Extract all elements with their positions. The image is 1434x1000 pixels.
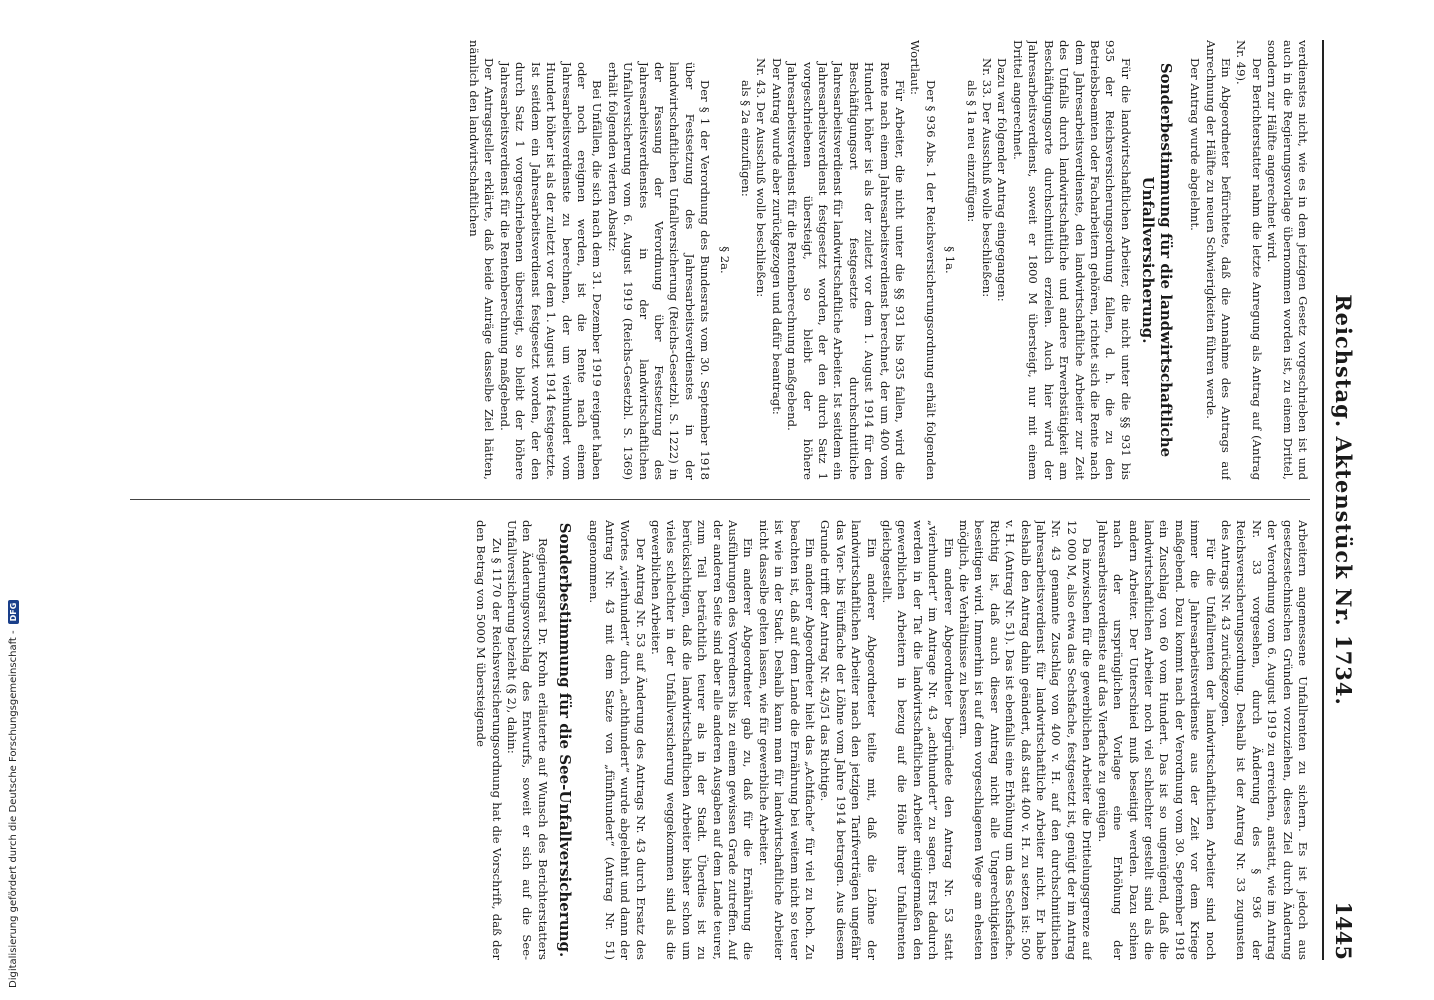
paragraph: Der Antragsteller erklärte, daß beide Anträge dasselbe Ziel hätten, nämlich den landwirtschaftlichen bbox=[467, 40, 497, 480]
credit-text: Digitalisierung gefördert durch die Deutsche Forschungsgemeinschaft - bbox=[8, 630, 19, 988]
paragraph: Nr. 33. Der Ausschuß wolle beschließen: bbox=[980, 58, 995, 298]
paragraph: Der Antrag wurde abgelehnt. bbox=[1188, 58, 1203, 231]
paragraph: verdienstes nicht, wie es in dem jetzigen Gesetz vorgeschrieben ist und auch in die Regierungsvorlage übernommen worden ist, zu einem Drittel, sondern zur Hälfte angerechnet wird. bbox=[1265, 40, 1310, 480]
paragraph: als § 2a einzufügen: bbox=[739, 80, 753, 197]
paragraph: Für die landwirtschaftlichen Arbeiter, die nicht unter die §§ 931 bis 935 der Reichsversicherungsordnung fallen, d. h. die zu den Betriebsbeamten oder Facharbeitern gehören, richtet sich die Rente nach dem Jahresarbeitsverdienste, den landwirtschaftliche Arbeiter zur Zeit des Unfalls durch landwirtschaftliche und andere Erwerbstätigkeit am Beschäftigungsorte durchschnittlich erzielen. Auch hier wird der Jahresarbeitsverdienst, soweit er 1800 M übersteigt, nur mit einem Drittel angerechnet. bbox=[1010, 40, 1133, 480]
paragraph: Zu § 1170 der Reichsversicherungsordnung hat die Vorschrift, daß der den Betrag von 5000 M übersteigende bbox=[474, 520, 504, 960]
paragraph: als § 1a neu einzufügen: bbox=[964, 80, 979, 223]
paragraph: Der Berichterstatter nahm die letzte Anregung als Antrag auf (Antrag Nr. 49). bbox=[1234, 40, 1264, 480]
paragraph: Der § 1 der Verordnung des Bundesrats vom 30. September 1918 über Festsetzung des Jahresarbeitsverdienstes in der landwirtschaftlichen Unfallversicherung (Reichs-Gesetzbl. S. 1222) in der Fassung der Verordnung über Festsetzung des Jahresarbeitsverdienstes in der landwirtschaftlichen Unfallversicherung vom 6. August 1919 (Reichs-Gesetzbl. S. 1369) erhält folgenden vierten Absatz: bbox=[605, 62, 713, 480]
digitization-credit bbox=[8, 0, 19, 988]
column-divider bbox=[130, 499, 1310, 500]
paragraph: Dazu war folgender Antrag eingegangen: bbox=[995, 58, 1010, 302]
running-title: Reichstag. Aktenstück Nr. 1734. bbox=[1331, 294, 1356, 706]
paragraph: Nr. 43. Der Ausschuß wolle beschließen: bbox=[754, 58, 769, 298]
paragraph: Da inzwischen für die gewerblichen Arbeiter die Drittelungsgrenze auf 12 000 M, also etwa das Sechsfache, festgesetzt ist, genügt der im Antrag Nr. 43 genannte Zuschlag von 400 v. H. auf den durchschnittlichen Jahresarbeitsverdienst für landwirtschaftliche Arbeiter nicht. Er habe deshalb den Antrag dahin geändert, daß statt 400 v. H. zu setzen ist: 500 v. H. (Antrag Nr. 51). Das ist ebenfalls eine Erhöhung um das Sechsfache. Richtig ist, daß auch dieser Antrag nicht alle Ungerechtigkeiten beseitigen wird. Immerhin ist auf dem vorgeschlagenen Wege am ehesten möglich, die Verhältnisse zu bessern. bbox=[957, 520, 1095, 960]
page-number: 1445 bbox=[1331, 901, 1356, 960]
paragraph: Der Antrag Nr. 53 auf Änderung des Antrags Nr. 43 durch Ersatz des Wortes „vierhundert“ durch „achthundert“ wurde abgelehnt und dann der Antrag Nr. 43 mit dem Satze von „fünfhundert“ (Antrag Nr. 51) angenommen. bbox=[587, 520, 648, 960]
paragraph: Ein anderer Abgeordneter gab zu, daß für die Ernährung die Ausführungen des Vorredners bis zu einem gewissen Grade zutreffen. Auf der anderen Seite sind aber alle anderen Ausgaben auf dem Lande teurer, zum Teil beträchtlich teurer als in der Stadt. Überdies ist zu berücksichtigen, daß die landwirtschaftlichen Arbeiter bisher schon um vieles schlechter in der Unfallversicherung weggekommen sind als die gewerblichen Arbeiter. bbox=[648, 520, 756, 960]
document-page bbox=[100, 40, 1360, 960]
paragraph: Arbeitern angemessene Unfallrenten zu sichern. Es ist jedoch aus gesetzestechnischen Gründen vorzuziehen, dieses Ziel durch Änderung der Verordnung vom 6. August 1919 zu erreichen, anstatt, wie im Antrag Nr. 33 vorgesehen, durch Änderung des § 936 der Reichsversicherungsordnung. Deshalb ist der Antrag Nr. 33 zugunsten des Antrags Nr. 43 zurückgezogen. bbox=[1218, 520, 1310, 960]
paragraph: Regierungsrat Dr. Krohn erläuterte auf Wunsch des Berichterstatters den Änderungsvorschlag des Entwurfs, soweit er sich auf die See-Unfallversicherung bezieht (§ 2), dahin: bbox=[505, 520, 550, 960]
dfg-logo-icon: DFG bbox=[8, 600, 19, 625]
paragraph: Ein anderer Abgeordneter begründete den Antrag Nr. 53 statt „vierhundert“ im Antrage Nr. 43 „achthundert“ zu sagen. Erst dadurch werden in der Tat die landwirtschaftlichen Arbeiter einigermaßen den gewerblichen Arbeitern in bezug auf die Höhe ihrer Unfallrenten gleichgestellt. bbox=[880, 520, 956, 960]
page-header bbox=[1322, 40, 1360, 960]
section-heading: Sonderbestimmung für die landwirtschaftliche Unfallversicherung. bbox=[1138, 62, 1175, 458]
paragraph: Ein anderer Abgeordneter teilte mit, daß die Löhne der landwirtschaftlichen Arbeiter nach den jetzigen Tarifverträgen ungefähr das Vier- bis Fünffache der Löhne vom Jahre 1914 betragen. Aus diesem Grunde trifft der Antrag Nr. 43/51 das Richtige. bbox=[818, 520, 879, 960]
paragraph: Der § 936 Abs. 1 der Reichsversicherungsordnung erhält folgenden Wortlaut: bbox=[908, 40, 938, 480]
section-number: § 2a. bbox=[717, 246, 732, 274]
paragraph: Für Arbeiter, die nicht unter die §§ 931 bis 935 fallen, wird die Rente nach einem Jahresarbeitsverdienst berechnet, der um 400 vom Hundert höher ist als der zuletzt vor dem 1. August 1914 für den Beschäftigungsort festgesetzte durchschnittliche Jahresarbeitsverdienst für landwirtschaftliche Arbeiter. Ist seitdem ein Jahresarbeitsverdienst festgesetzt worden, der den durch Satz 1 vorgeschriebenen übersteigt, so bleibt der höhere Jahresarbeitsverdienst für die Rentenberechnung maßgebend. bbox=[785, 62, 908, 480]
paragraph: Ein Abgeordneter befürchtete, daß die Annahme des Antrags auf Anrechnung der Hälfte zu neuen Schwierigkeiten führen werde. bbox=[1203, 40, 1233, 480]
section-heading: Sonderbestimmung für die See-Unfallversicherung. bbox=[555, 522, 574, 958]
paragraph: Für die Unfallrenten der landwirtschaftlichen Arbeiter sind noch immer die Jahresarbeitsverdienste aus der Zeit vor dem Kriege maßgebend. Dazu kommt nach der Verordnung vom 30. September 1918 ein Zuschlag von 60 vom Hundert. Das ist so ungenügend, daß die landwirtschaftlichen Arbeiter noch viel schlechter gestellt sind als die andern Arbeiter. Der Unterschied muß beseitigt werden. Dazu schien nach der ursprünglichen Vorlage eine Erhöhung der Jahresarbeitsverdienste auf das Vierfache zu genügen. bbox=[1095, 520, 1218, 960]
left-column bbox=[110, 40, 1310, 480]
section-number: § 1a. bbox=[943, 246, 958, 274]
right-column bbox=[110, 520, 1310, 960]
paragraph: Bei Unfällen, die sich nach dem 31. Dezember 1919 ereignet haben oder noch ereignen werden, ist die Rente nach einem Jahresarbeitsverdienste zu berechnen, der um vierhundert vom Hundert höher ist als der zuletzt vor dem 1. August 1914 festgesetzte. Ist seitdem ein Jahresarbeitsverdienst festgesetzt worden, der den durch Satz 1 vorgeschriebenen übersteigt, so bleibt der höhere Jahresarbeitsverdienst für die Rentenberechnung maßgebend. bbox=[497, 62, 605, 480]
paragraph: Ein anderer Abgeordneter hielt das „Achtfache“ für viel zu hoch. Zu beachten ist, daß auf dem Lande die Ernährung bei weitem nicht so teuer ist wie in der Stadt. Deshalb kann man für landwirtschaftliche Arbeiter nicht dasselbe gelten lassen, wie für gewerbliche Arbeiter. bbox=[756, 520, 817, 960]
paragraph: Der Antrag wurde aber zurückgezogen und dafür beantragt: bbox=[769, 58, 784, 415]
